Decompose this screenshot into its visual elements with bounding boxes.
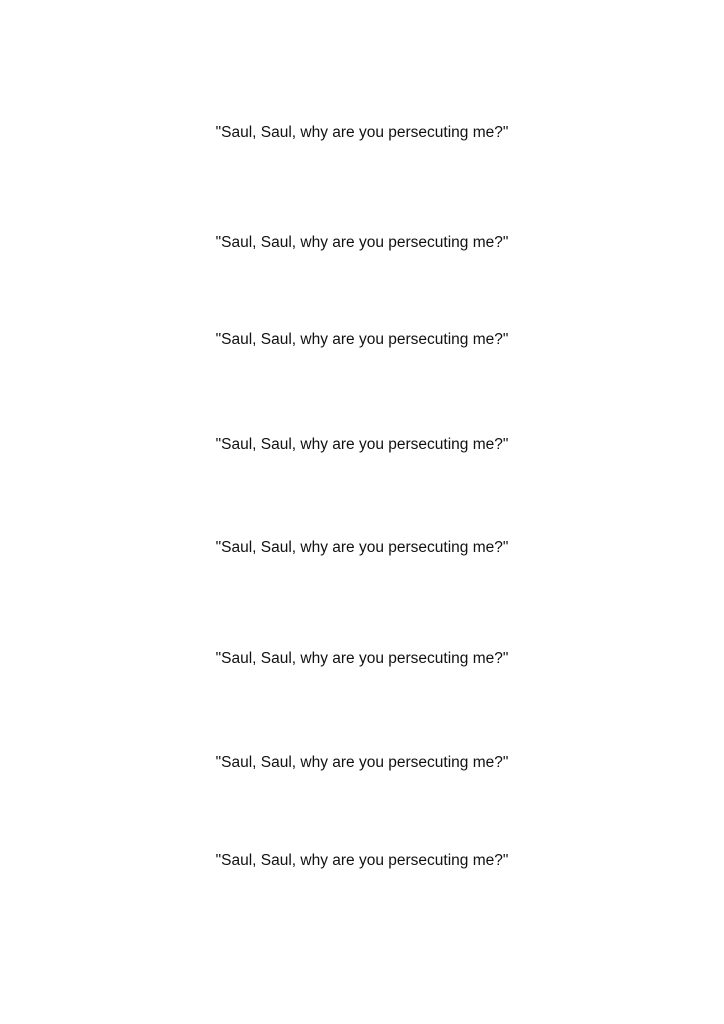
quote-line: "Saul, Saul, why are you persecuting me?" [215, 124, 509, 141]
quote-line: "Saul, Saul, why are you persecuting me?" [215, 331, 509, 348]
quote-line: "Saul, Saul, why are you persecuting me?" [215, 650, 509, 667]
quote-line: "Saul, Saul, why are you persecuting me?" [215, 539, 509, 556]
quote-line: "Saul, Saul, why are you persecuting me?" [215, 852, 509, 869]
quote-line: "Saul, Saul, why are you persecuting me?" [215, 754, 509, 771]
quote-line: "Saul, Saul, why are you persecuting me?" [215, 234, 509, 251]
quote-line: "Saul, Saul, why are you persecuting me?" [215, 436, 509, 453]
